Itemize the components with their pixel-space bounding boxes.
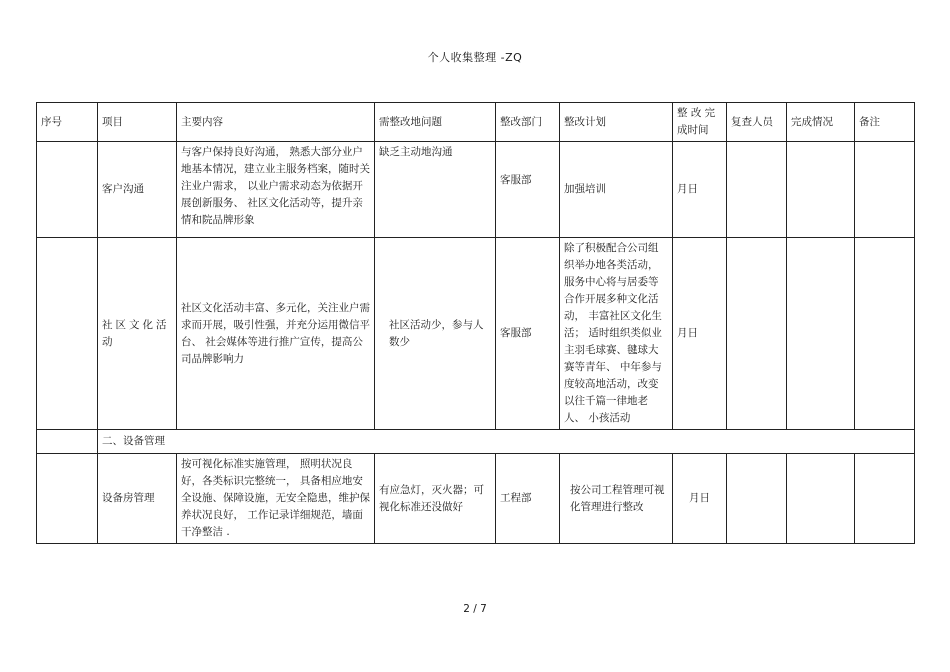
col-header-issue: 需整改地问题 xyxy=(375,103,496,142)
cell-dept: 工程部 xyxy=(496,454,560,544)
cell-index xyxy=(37,142,98,238)
section-row xyxy=(37,430,915,454)
col-header-status: 完成情况 xyxy=(787,103,855,142)
col-header-note: 备注 xyxy=(855,103,915,142)
cell-content: 社区文化活动丰富、多元化，关注业户需求而开展，吸引性强，并充分运用微信平台、 社会媒体等进行推广宣传，提高公司品牌影响力 xyxy=(177,238,375,430)
col-header-reviewer: 复查人员 xyxy=(727,103,787,142)
cell-status xyxy=(787,238,855,430)
cell-time: 月日 xyxy=(673,142,727,238)
table-row xyxy=(37,142,915,238)
col-header-project: 项目 xyxy=(98,103,177,142)
cell-note xyxy=(855,142,915,238)
cell-project: 客户沟通 xyxy=(98,142,177,238)
table-row xyxy=(37,238,915,430)
page-number: 2 / 7 xyxy=(463,603,487,615)
cell-reviewer xyxy=(727,238,787,430)
cell-index xyxy=(37,238,98,430)
col-header-plan: 整改计划 xyxy=(560,103,673,142)
cell-status xyxy=(787,454,855,544)
cell-reviewer xyxy=(727,454,787,544)
cell-dept: 客服部 xyxy=(496,142,560,238)
cell-dept: 客服部 xyxy=(496,238,560,430)
cell-project: 设备房管理 xyxy=(98,454,177,544)
table-row xyxy=(37,454,915,544)
cell-plan: 按公司工程管理可视化管理进行整改 xyxy=(560,454,673,544)
cell-issue: 缺乏主动地沟通 xyxy=(375,142,496,238)
col-header-index: 序号 xyxy=(37,103,98,142)
cell-project: 社区文化活动 xyxy=(98,238,177,430)
cell-time: 月日 xyxy=(673,238,727,430)
cell-plan: 加强培训 xyxy=(560,142,673,238)
cell-issue: 社区活动少，参与人数少 xyxy=(375,238,496,430)
cell-content: 与客户保持良好沟通， 熟悉大部分业户地基本情况，建立业主服务档案，随时关注业户需求， 以业户需求动态为依据开展创新服务、 社区文化活动等，提升亲情和院品牌形象 xyxy=(177,142,375,238)
rectification-table xyxy=(36,102,915,544)
table-header-row xyxy=(37,103,915,142)
cell-content: 按可视化标准实施管理， 照明状况良好，各类标识完整统一， 具备相应地安全设施、保障设施，无安全隐患，维护保养状况良好， 工作记录详细规范，墙面干净整洁 . xyxy=(177,454,375,544)
col-header-dept: 整改部门 xyxy=(496,103,560,142)
cell-status xyxy=(787,142,855,238)
cell-plan: 除了积极配合公司组织举办地各类活动，服务中心将与居委等合作开展多种文化活动， 丰富社区文化生活； 适时组织类似业主羽毛球赛、毽球大赛等青年、 中年参与度较高地活动，改变以往千篇一律地老人、 小孩活动 xyxy=(560,238,673,430)
cell-issue: 有应急灯，灭火器；可视化标准还没做好 xyxy=(375,454,496,544)
col-header-time: 整 改 完 成时间 xyxy=(673,103,727,142)
cell-note xyxy=(855,454,915,544)
cell-index xyxy=(37,454,98,544)
cell-time: 月日 xyxy=(673,454,727,544)
cell-note xyxy=(855,238,915,430)
cell-index xyxy=(37,430,98,454)
cell-reviewer xyxy=(727,142,787,238)
section-title: 二、设备管理 xyxy=(98,430,915,454)
page-header: 个人收集整理 -ZQ xyxy=(427,51,523,64)
col-header-content: 主要内容 xyxy=(177,103,375,142)
